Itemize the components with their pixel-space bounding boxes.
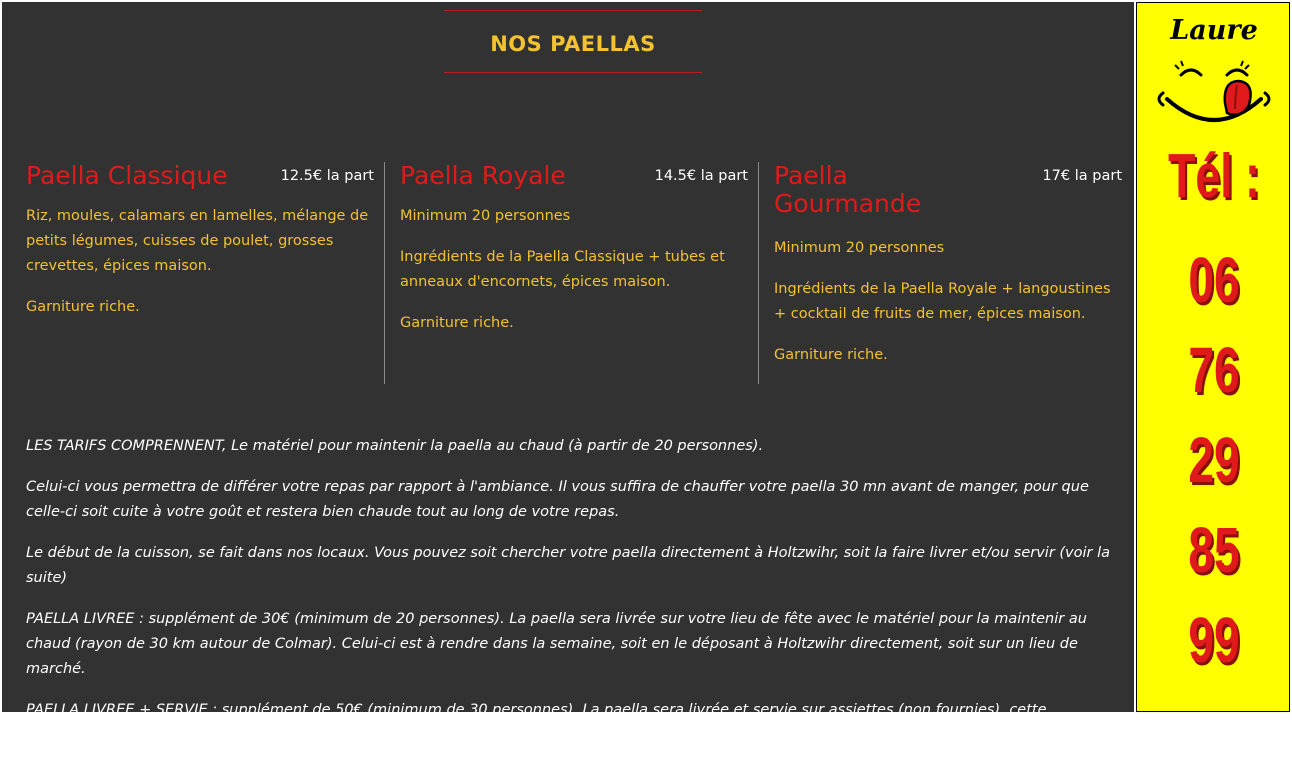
dish-description [400,204,748,352]
dish-price: 12.5€ la part [280,168,374,184]
dish-description [26,204,374,336]
dish-name: Paella Royale [400,161,566,190]
dish-garnish: Garniture riche. [400,315,514,331]
dish-name: Paella Classique [26,161,228,190]
smiling-face-tongue-icon [1151,59,1277,135]
section-title: NOS PAELLAS [490,32,656,56]
phone-part: 06 [1188,244,1240,316]
dish-garnish: Garniture riche. [26,299,140,315]
dish-minimum: Minimum 20 personnes [400,208,571,224]
header-top-rule [444,10,702,11]
note-paragraph: PAELLA LIVREE : supplément de 30€ (minimum de 20 personnes). La paella sera livrée sur votre lieu de fête avec le matériel pour la maintenir au chaud (rayon de 30 km autour de Colmar). Celui-ci est à rendre dans la semaine, soit en le déposant à Holtzwihr directement, soit sur un lieu de marché. [26,611,1087,677]
column-divider [384,162,385,384]
dish-price: 17€ la part [1042,168,1122,184]
pricing-notes [26,434,1116,764]
phone-part: 99 [1188,604,1240,676]
dish-ingredients: Ingrédients de la Paella Royale + langoustines + cocktail de fruits de mer, épices maison. [774,281,1111,322]
column-divider [758,162,759,384]
dish-garnish: Garniture riche. [774,347,888,363]
phone-part: 85 [1188,514,1240,586]
dish-price: 14.5€ la part [654,168,748,184]
dish-minimum: Minimum 20 personnes [774,240,945,256]
logo-text: Laure [1170,15,1258,46]
header-bottom-rule [444,72,702,73]
phone-part: 76 [1188,334,1240,406]
section-header [444,10,702,74]
contact-sidebar [1136,2,1290,712]
note-paragraph: Celui-ci vous permettra de différer votre repas par rapport à l'ambiance. Il vous suffira de chauffer votre paella 30 mn avant de manger, pour que celle-ci soit cuite à votre goût et restera bien chaude tout au long de votre repas. [26,479,1089,520]
note-paragraph: PAELLA LIVREE + SERVIE : supplément de 50€ (minimum de 30 personnes). La paella sera livrée et servie sur assiettes (non fournies). cette prestation n'a pas de limitation de kilométrage [26,702,1047,743]
tel-label: Tél : [1168,142,1260,211]
note-paragraph: LES TARIFS COMPRENNENT, Le matériel pour maintenir la paella au chaud (à partir de 20 personnes). [26,438,764,454]
dish-ingredients: Ingrédients de la Paella Classique + tubes et anneaux d'encornets, épices maison. [400,249,725,290]
dish-description [774,236,1122,384]
note-paragraph: Le début de la cuisson, se fait dans nos locaux. Vous pouvez soit chercher votre paella directement à Holtzwihr, soit la faire livrer et/ou servir (voir la suite) [26,545,1111,586]
dish-name: Paella Gourmande [774,161,922,218]
dish-ingredients: Riz, moules, calamars en lamelles, mélange de petits légumes, cuisses de poulet, grosses crevettes, épices maison. [26,208,369,274]
phone-part: 29 [1188,424,1240,496]
paella-menu-section [2,2,1134,743]
